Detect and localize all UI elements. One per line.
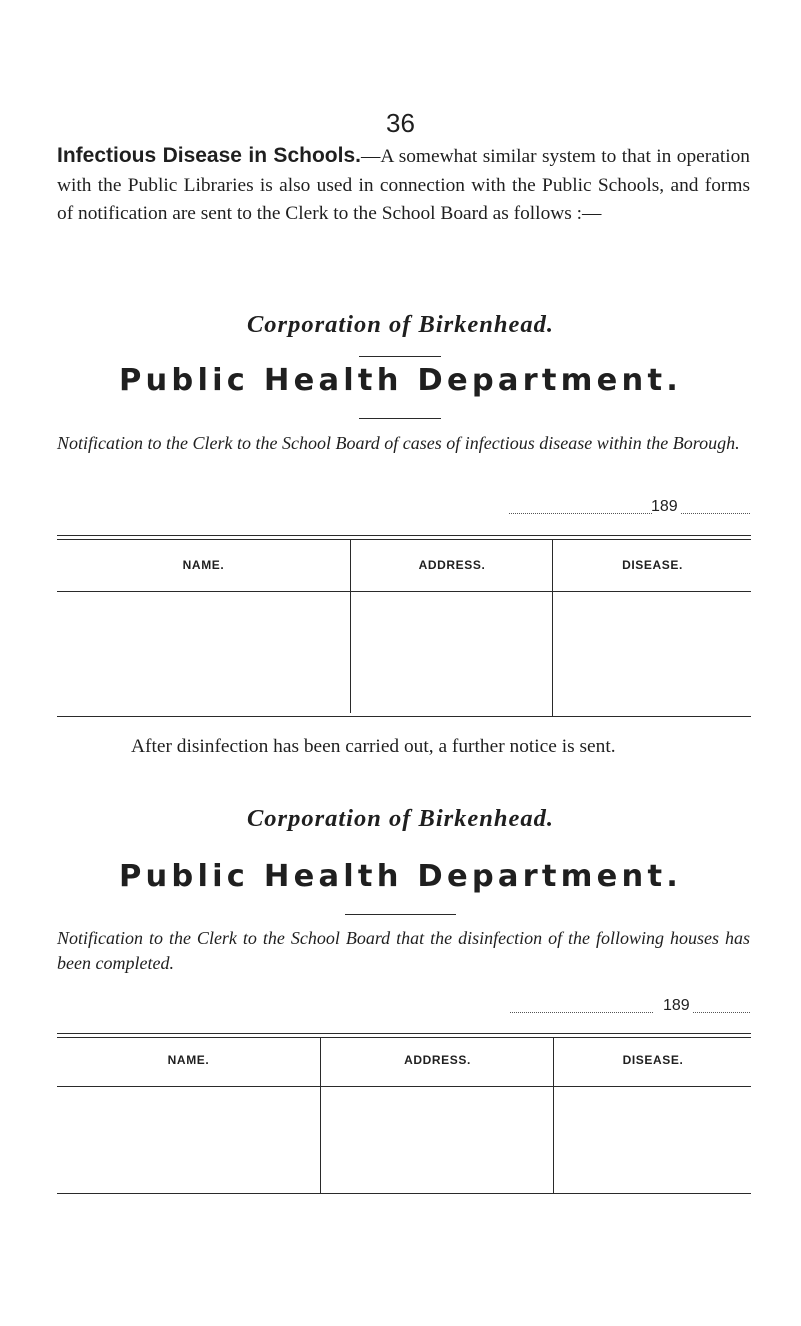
section-heading: Infectious Disease in Schools. [57,144,361,167]
form2-table-bottom-rule [57,1193,751,1194]
form2-col-disease: DISEASE. [622,1053,684,1067]
form1-table-header-rule [57,591,751,592]
form2-rule [345,914,456,915]
intro-text: —A somewhat similar system to that in operation with the Public Libraries is also used in connection with the Public Schools, and forms of notification are sent to the Clerk to the School Board as follows :— [57,146,750,225]
form1-year: 189 [651,498,678,515]
form1-table-divider-1 [350,539,351,713]
form1-table-top-rule [57,535,751,536]
form2-col-name: NAME. [167,1053,210,1067]
form2-year-blank [693,1012,750,1013]
form2-year: 189 [663,997,690,1014]
form2-table [57,1033,751,1199]
form1-corporation-title: Corporation of Birkenhead. [246,311,555,338]
form2-col-address: ADDRESS. [404,1053,471,1067]
form2-table-header-rule [57,1086,751,1087]
form2-notice: Notification to the Clerk to the School Board that the disinfection of the following houses has been completed. [57,928,750,973]
form1-table [57,535,751,719]
form1-rule-bottom [359,418,441,419]
intro-paragraph [57,142,750,229]
form1-notice: Notification to the Clerk to the School Board of cases of infectious disease within the Borough. [57,433,740,453]
page-number: 36 [386,108,415,138]
form2-date-line [0,995,801,1017]
form2-table-divider-1 [320,1037,321,1193]
form1-date-blank [509,513,652,514]
form2-table-top-rule-2 [57,1037,751,1038]
form1-table-divider-2 [552,539,553,717]
form1-col-disease: DISEASE. [622,558,683,572]
form1-department-title: Public Health Department. [118,363,683,398]
form2-table-divider-2 [553,1037,554,1193]
form1-table-top-rule-2 [57,539,751,540]
form1-rule-top [359,356,441,357]
form1-col-name: NAME. [182,558,225,572]
form2-table-top-rule [57,1033,751,1034]
form2-department-title: Public Health Department. [118,859,683,894]
form1-year-blank [681,513,750,514]
form2-date-blank [510,1012,653,1013]
form1-date-line [0,496,801,518]
form2-corporation-title: Corporation of Birkenhead. [246,805,555,832]
middle-paragraph: After disinfection has been carried out, a further notice is sent. [131,736,616,757]
form1-col-address: ADDRESS. [418,558,486,572]
form1-table-bottom-rule [57,716,751,717]
